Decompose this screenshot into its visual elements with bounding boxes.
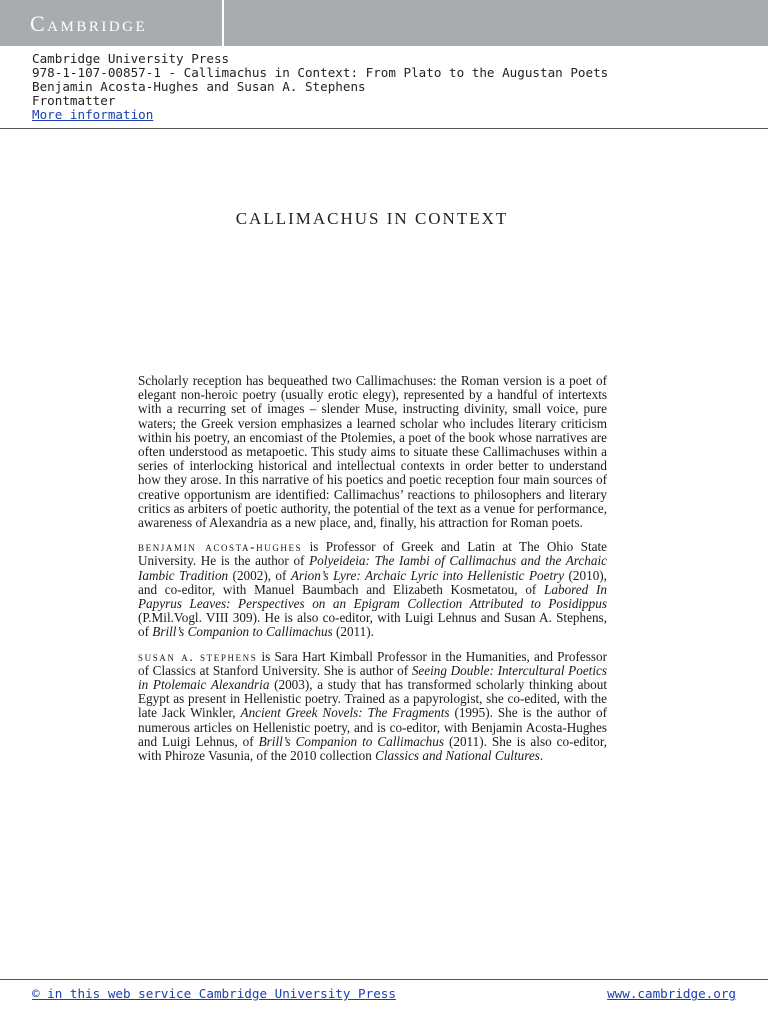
book-metadata: [32, 52, 608, 122]
author-name: susan a. stephens: [138, 648, 258, 664]
more-information-link[interactable]: More information: [32, 107, 154, 122]
book-citation: Brill’s Companion to Callimachus: [152, 624, 333, 640]
author-bio-stephens: susan a. stephens is Sara Hart Kimball Professor in the Humanities, and Professor of Classics at Stanford University. She is author of Seeing Double: Intercultural Poetics in Ptolemaic Alexandria (2003), a study that has transformed scholarly thinking about Egypt as present in Hellenistic poetry. Trained as a papyrologist, she co-edited, with the late Jack Winkler, Ancient Greek Novels: The Fragments (1995). She is the author of numerous articles on Hellenistic poetry, and is co-editor, with Benjamin Acosta-Hughes and Luigi Lehnus, of Brill’s Companion to Callimachus (2011). She is also co-editor, with Phiroze Vasunia, of the 2010 collection Classics and National Cultures.: [138, 648, 608, 764]
website-link[interactable]: www.cambridge.org: [607, 986, 736, 1001]
copyright-link[interactable]: © in this web service Cambridge University Press: [32, 986, 396, 1001]
section-line: Frontmatter: [32, 93, 116, 108]
book-citation: Classics and National Cultures: [375, 748, 540, 764]
publisher-line: Cambridge University Press: [32, 51, 230, 66]
header-band: [0, 0, 768, 46]
book-citation: Arion’s Lyre: Archaic Lyric into Hellenistic Poetry: [290, 567, 565, 583]
authors-line: Benjamin Acosta-Hughes and Susan A. Stephens: [32, 79, 366, 94]
isbn-title-line: 978-1-107-00857-1 - Callimachus in Context: From Plato to the Augustan Poets: [32, 65, 609, 80]
book-citation: Polyeideia: The Iambi of Callimachus and the Archaic Iambic Tradition: [138, 553, 608, 583]
header-divider: [222, 0, 224, 46]
footer-divider: [0, 979, 768, 980]
cambridge-logo[interactable]: Cambridge: [30, 11, 148, 36]
description-paragraph: Scholarly reception has bequeathed two Callimachuses: the Roman version is a poet of elegant non-heroic poetry (usually erotic elegy), represented by a handful of intertexts with a recurring set of images – slender Muse, instructing divinity, small voice, pure waters; the Greek version emphasizes a learned scholar who includes literary criticism within his poetry, an encomiast of the Ptolemies, a poet of the book whose narratives are often understood as metapoetic. This study aims to situate these Callimachuses within a series of interlocking historical and intellectual contexts in order better to understand how they arose. In this narrative of his poetics and poetic reception four main sources of creative opportunism are identified: Callimachus’ reactions to philosophers and literary critics as arbiters of poetic authority, the potential of the text as a venue for performance, awareness of Alexandria as a new place, and, finally, his attraction for Roman poets.: [138, 373, 607, 531]
book-citation: Labored In Papyrus Leaves: Perspectives on an Epigram Collection Attributed to Posidippus: [138, 581, 607, 612]
book-citation: Brill’s Companion to Callimachus: [258, 733, 444, 749]
book-citation: Ancient Greek Novels: The Fragments: [240, 705, 450, 721]
book-description: [138, 374, 607, 773]
metadata-divider: [0, 128, 768, 129]
author-bio-acosta-hughes: benjamin acosta-hughes is Professor of Greek and Latin at The Ohio State University. He is the author of Polyeideia: The Iambi of Callimachus and the Archaic Iambic Tradition (2002), of Arion’s Lyre: Archaic Lyric into Hellenistic Poetry (2010), and co-editor, with Manuel Baumbach and Elizabeth Kosmetatou, of Labored In Papyrus Leaves: Perspectives on an Epigram Collection Attributed to Posidippus (P.Mil.Vogl. VIII 309). He is also co-editor, with Luigi Lehnus and Susan A. Stephens, of Brill’s Companion to Callimachus (2011).: [138, 539, 608, 640]
book-title: CALLIMACHUS IN CONTEXT: [235, 209, 509, 228]
author-name: benjamin acosta-hughes: [138, 539, 303, 555]
book-citation: Seeing Double: Intercultural Poetics in Ptolemaic Alexandria: [138, 662, 607, 693]
